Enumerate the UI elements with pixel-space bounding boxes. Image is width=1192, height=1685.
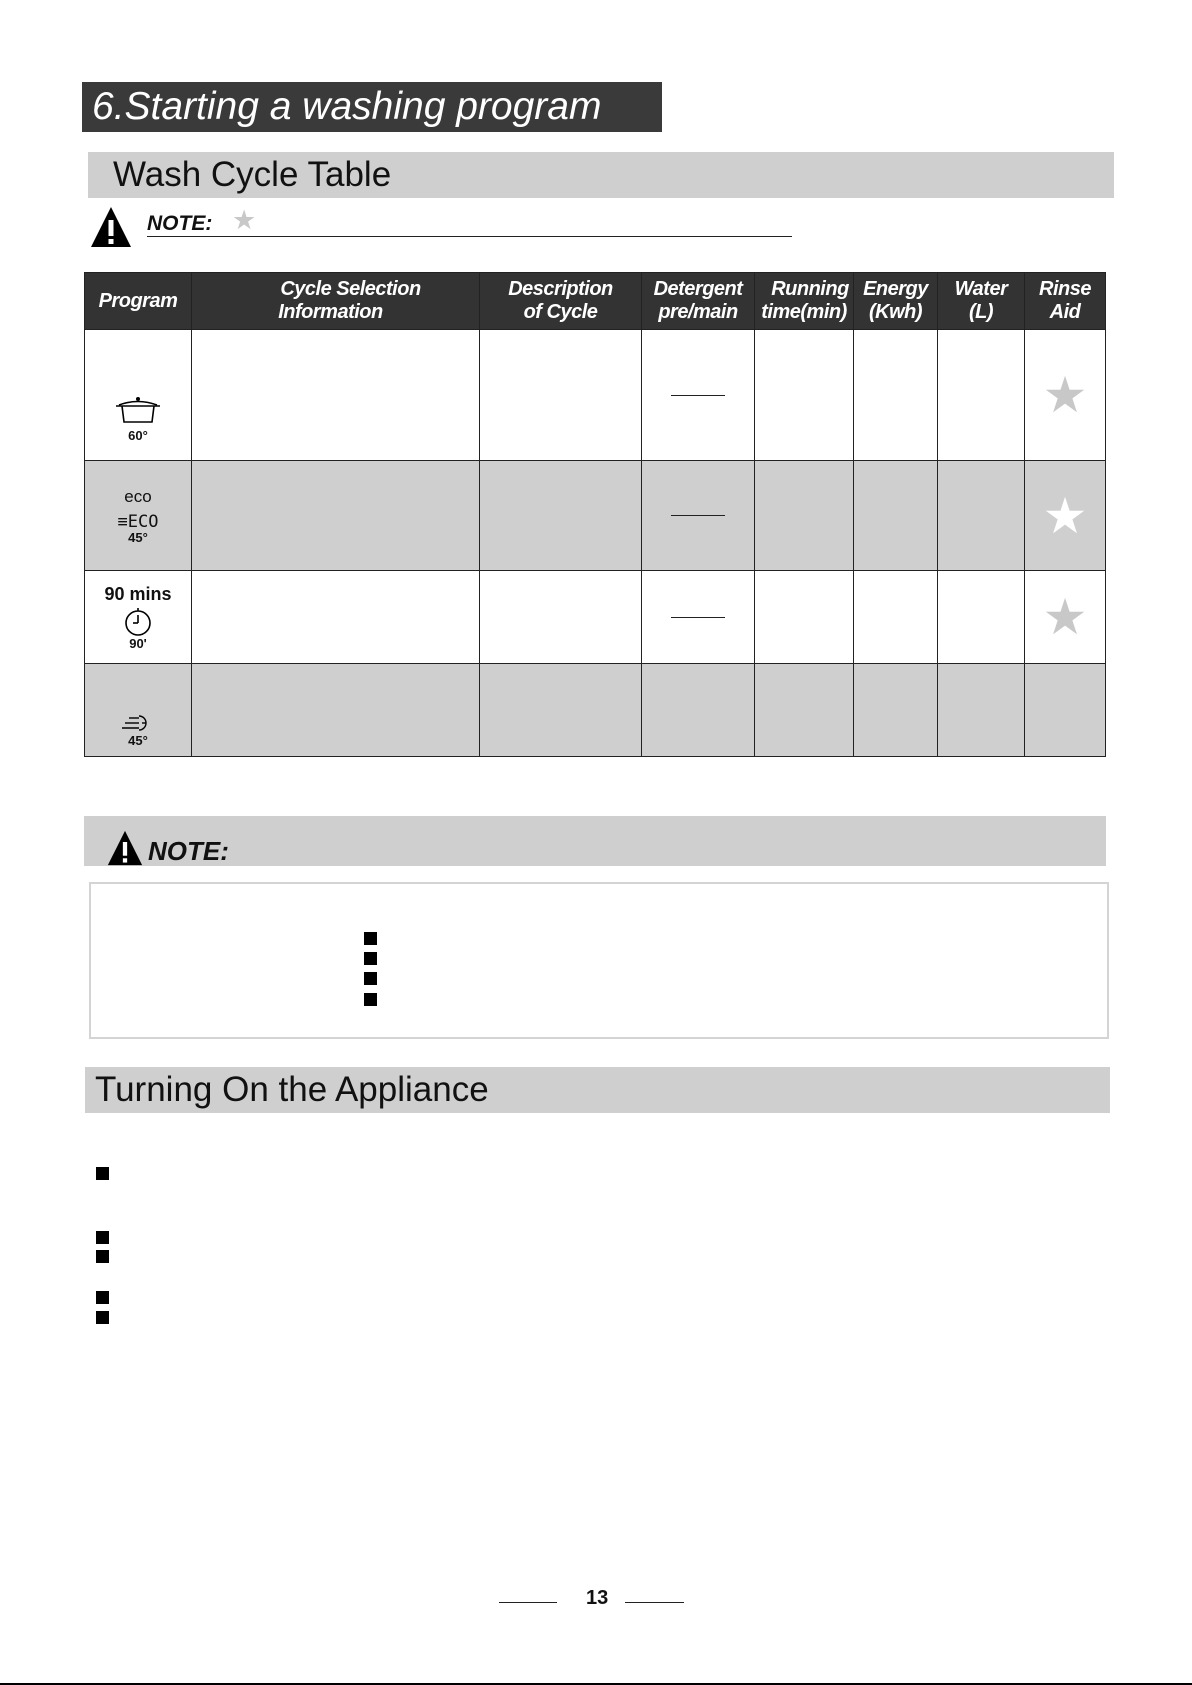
detergent-cell: [642, 664, 755, 757]
program-cell: [85, 330, 192, 461]
energy-cell: [854, 571, 938, 664]
eco-icon: ≡ECO: [117, 511, 159, 532]
rapid-icon: [121, 712, 155, 734]
wash-cycle-table-heading: Wash Cycle Table: [88, 152, 1114, 198]
program-cell: [85, 461, 192, 571]
description-cell: [480, 664, 642, 757]
bullet-square: [96, 1291, 109, 1304]
table-row: [85, 330, 1106, 461]
cycle-selection-cell: [192, 461, 480, 571]
note-box: [89, 882, 1109, 1039]
bullet-square: [96, 1231, 109, 1244]
rinse-aid-cell: [1025, 330, 1106, 461]
header-program: Program: [85, 273, 192, 330]
running-time-cell: [755, 330, 854, 461]
header-detergent: Detergent pre/main: [642, 273, 755, 330]
note-bar: [84, 816, 1106, 866]
degree-label: 60°: [128, 428, 148, 443]
bullet-square: [364, 952, 377, 965]
running-time-cell: [755, 571, 854, 664]
program-label: 90 mins: [104, 583, 172, 604]
wash-cycle-table: [84, 272, 1106, 757]
star-icon: ★: [1042, 367, 1088, 423]
detergent-dash: [671, 515, 725, 516]
star-icon: ★: [1042, 589, 1088, 645]
note-label: NOTE:: [147, 212, 213, 235]
degree-label: 90': [129, 635, 147, 651]
header-running-time: Running time(min): [755, 273, 854, 330]
rinse-aid-cell: [1025, 664, 1106, 757]
program-cell: [85, 664, 192, 757]
page-number-rule: [625, 1602, 684, 1603]
bullet-square: [364, 932, 377, 945]
degree-label: 45°: [128, 529, 148, 545]
header-water: Water (L): [938, 273, 1025, 330]
detergent-cell: [642, 461, 755, 571]
clock-icon: [123, 607, 153, 637]
section-title: 6.Starting a washing program: [82, 82, 662, 132]
header-cycle-selection: Cycle Selection Information: [192, 273, 480, 330]
program-cell: [85, 571, 192, 664]
header-energy: Energy (Kwh): [854, 273, 938, 330]
header-description: Description of Cycle: [480, 273, 642, 330]
cycle-selection-cell: [192, 664, 480, 757]
water-cell: [938, 330, 1025, 461]
bullet-square: [364, 972, 377, 985]
cycle-selection-cell: [192, 571, 480, 664]
bullet-square: [364, 993, 377, 1006]
table-row: [85, 461, 1106, 571]
table-header-row: [85, 273, 1106, 330]
detergent-dash: [671, 617, 725, 618]
detergent-cell: [642, 571, 755, 664]
turning-on-heading: Turning On the Appliance: [85, 1067, 1110, 1113]
detergent-cell: [642, 330, 755, 461]
table-row: [85, 571, 1106, 664]
program-label: eco: [124, 486, 152, 506]
degree-label: 45°: [128, 733, 148, 748]
table-row: [85, 664, 1106, 757]
note-label: NOTE:: [148, 836, 229, 866]
bullet-square: [96, 1167, 109, 1180]
note-underline: [147, 236, 792, 237]
star-icon: ★: [1042, 487, 1088, 544]
warning-icon: [107, 830, 143, 866]
page-number: 13: [586, 1587, 609, 1609]
warning-icon: [90, 206, 132, 248]
energy-cell: [854, 461, 938, 571]
star-icon: ★: [232, 205, 257, 235]
water-cell: [938, 461, 1025, 571]
header-rinse-aid: Rinse Aid: [1025, 273, 1106, 330]
cycle-selection-cell: [192, 330, 480, 461]
detergent-dash: [671, 395, 725, 396]
bullet-square: [96, 1250, 109, 1263]
pot-icon: [115, 395, 161, 429]
running-time-cell: [755, 461, 854, 571]
description-cell: [480, 571, 642, 664]
water-cell: [938, 664, 1025, 757]
energy-cell: [854, 664, 938, 757]
description-cell: [480, 461, 642, 571]
water-cell: [938, 571, 1025, 664]
description-cell: [480, 330, 642, 461]
rinse-aid-cell: [1025, 461, 1106, 571]
bullet-square: [96, 1311, 109, 1324]
energy-cell: [854, 330, 938, 461]
running-time-cell: [755, 664, 854, 757]
rinse-aid-cell: [1025, 571, 1106, 664]
page-number-rule: [499, 1602, 557, 1603]
